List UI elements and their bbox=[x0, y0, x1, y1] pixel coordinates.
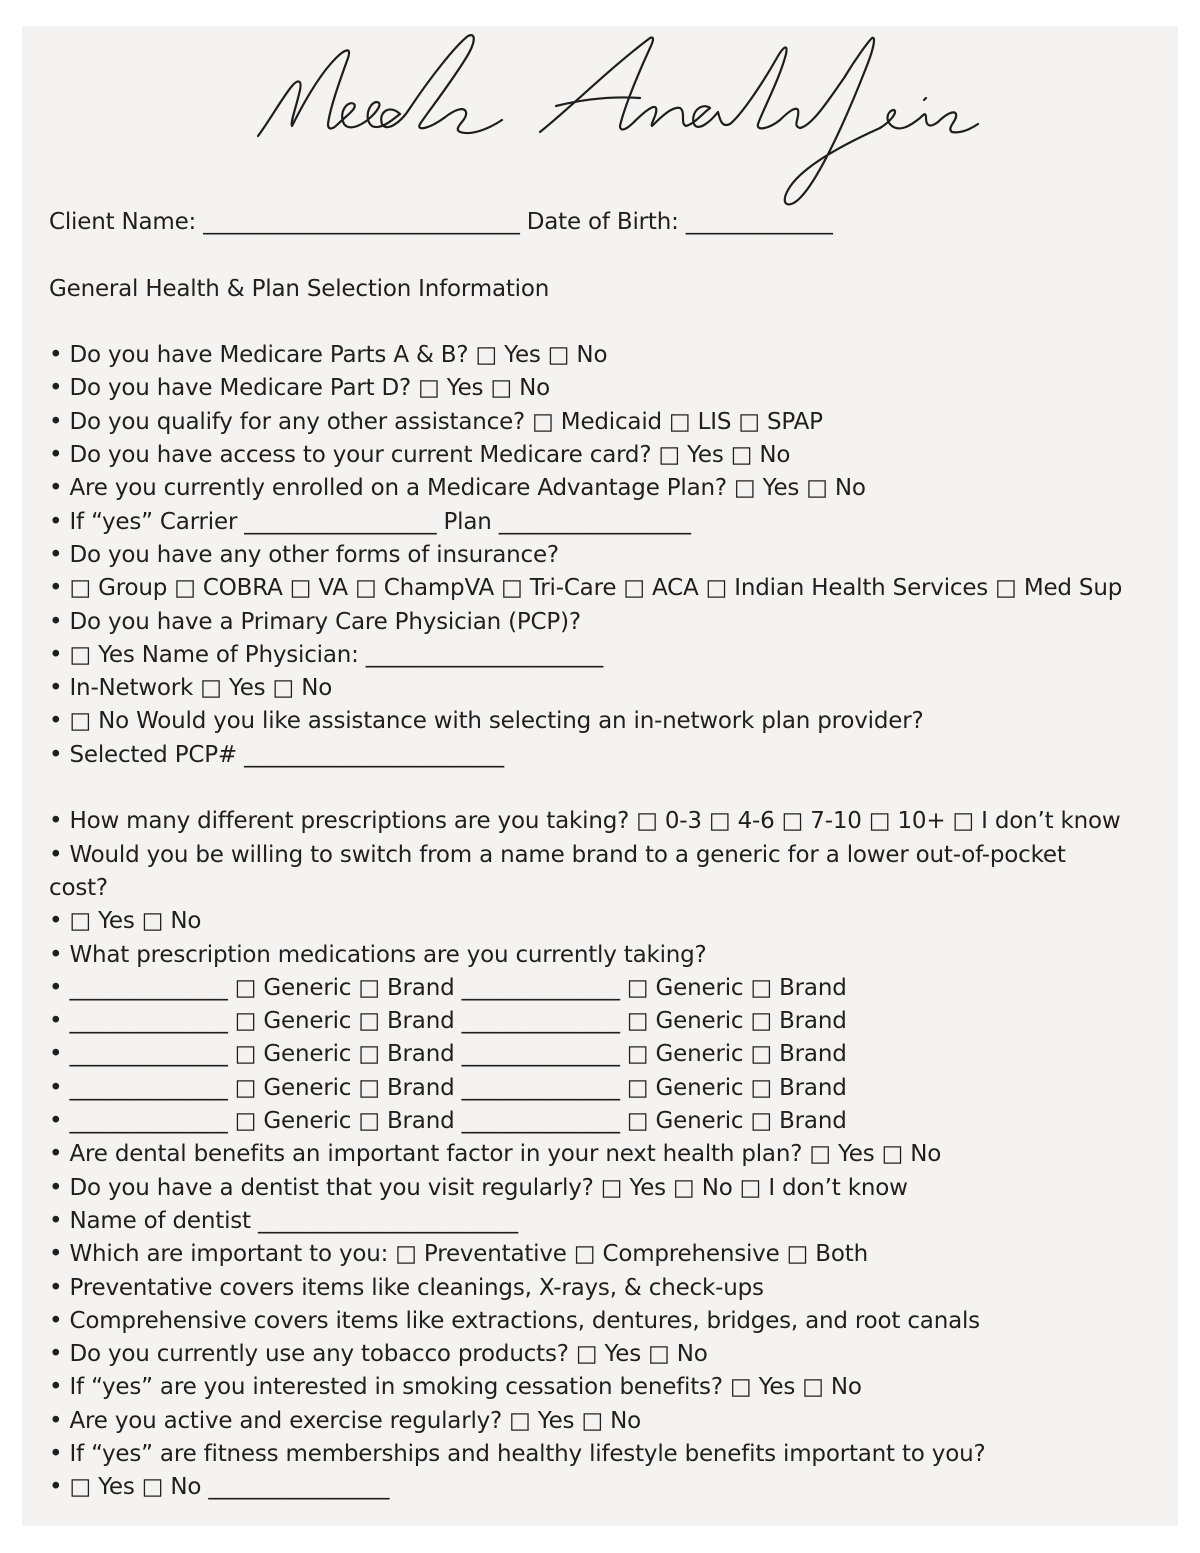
question-line: • Would you be willing to switch from a name brand to a generic for a lower out-of-pocket cost? bbox=[49, 841, 1066, 901]
question-line: • Do you have a Primary Care Physician (PCP)? bbox=[49, 608, 581, 635]
dob-label: Date of Birth: bbox=[519, 209, 686, 235]
question-line[interactable]: • Do you have Medicare Part D? □ Yes □ No bbox=[49, 375, 550, 402]
question-line[interactable]: • How many different prescriptions are you taking? □ 0-3 □ 4-6 □ 7-10 □ 10+ □ I don’t know bbox=[49, 808, 1121, 835]
question-line[interactable]: • If “yes” Carrier _________________ Plan _________________ bbox=[49, 508, 691, 535]
section-title: General Health & Plan Selection Information bbox=[49, 275, 550, 302]
medication-row[interactable]: • ______________ □ Generic □ Brand ______________ □ Generic □ Brand bbox=[49, 1041, 847, 1068]
question-line: • Preventative covers items like cleanings, X-rays, & check-ups bbox=[49, 1274, 764, 1301]
question-line[interactable]: • Which are important to you: □ Preventative □ Comprehensive □ Both bbox=[49, 1241, 868, 1268]
question-line[interactable]: • In-Network □ Yes □ No bbox=[49, 675, 333, 702]
spacer bbox=[49, 306, 1159, 339]
question-line: • Do you have any other forms of insurance? bbox=[49, 541, 559, 568]
spacer bbox=[49, 239, 1159, 272]
question-line[interactable]: • □ Group □ COBRA □ VA □ ChampVA □ Tri-Care □ ACA □ Indian Health Services □ Med Sup bbox=[49, 575, 1123, 602]
medication-row[interactable]: • ______________ □ Generic □ Brand ______________ □ Generic □ Brand bbox=[49, 974, 847, 1001]
question-line[interactable]: • Are you active and exercise regularly? □ Yes □ No bbox=[49, 1407, 641, 1434]
medication-row[interactable]: • ______________ □ Generic □ Brand ______________ □ Generic □ Brand bbox=[49, 1008, 847, 1035]
client-info-row bbox=[49, 206, 1159, 239]
question-line[interactable]: • Name of dentist _______________________ bbox=[49, 1207, 518, 1234]
question-line[interactable]: • Do you qualify for any other assistance? □ Medicaid □ LIS □ SPAP bbox=[49, 408, 823, 435]
question-line: • If “yes” are fitness memberships and healthy lifestyle benefits important to you? bbox=[49, 1440, 986, 1467]
dob-field[interactable]: _____________ bbox=[685, 209, 833, 235]
question-line[interactable]: • Do you currently use any tobacco products? □ Yes □ No bbox=[49, 1341, 708, 1368]
question-line[interactable]: • Are dental benefits an important factor in your next health plan? □ Yes □ No bbox=[49, 1141, 942, 1168]
question-line[interactable]: • Do you have access to your current Medicare card? □ Yes □ No bbox=[49, 442, 791, 469]
script-title-graphic bbox=[240, 28, 980, 213]
question-line: • What prescription medications are you currently taking? bbox=[49, 941, 707, 968]
question-line[interactable]: • □ Yes □ No ________________ bbox=[49, 1474, 390, 1501]
question-line[interactable]: • Are you currently enrolled on a Medicare Advantage Plan? □ Yes □ No bbox=[49, 475, 866, 502]
medication-row[interactable]: • ______________ □ Generic □ Brand ______________ □ Generic □ Brand bbox=[49, 1074, 847, 1101]
spacer bbox=[49, 772, 1159, 805]
question-line[interactable]: • □ No Would you like assistance with selecting an in-network plan provider? bbox=[49, 708, 924, 735]
form-content bbox=[49, 206, 1159, 1505]
question-line[interactable]: • Do you have Medicare Parts A & B? □ Yes □ No bbox=[49, 342, 608, 369]
client-name-field[interactable]: ____________________________ bbox=[203, 209, 520, 235]
question-line[interactable]: • Selected PCP# _______________________ bbox=[49, 741, 504, 768]
question-line[interactable]: • If “yes” are you interested in smoking cessation benefits? □ Yes □ No bbox=[49, 1374, 862, 1401]
question-line[interactable]: • □ Yes Name of Physician: _____________________ bbox=[49, 641, 604, 668]
client-name-label: Client Name: bbox=[49, 209, 204, 235]
question-line: • Comprehensive covers items like extractions, dentures, bridges, and root canals bbox=[49, 1307, 980, 1334]
form-title bbox=[0, 0, 1, 1]
medication-row[interactable]: • ______________ □ Generic □ Brand ______________ □ Generic □ Brand bbox=[49, 1108, 847, 1135]
question-line[interactable]: • Do you have a dentist that you visit regularly? □ Yes □ No □ I don’t know bbox=[49, 1174, 908, 1201]
question-line[interactable]: • □ Yes □ No bbox=[49, 908, 202, 935]
